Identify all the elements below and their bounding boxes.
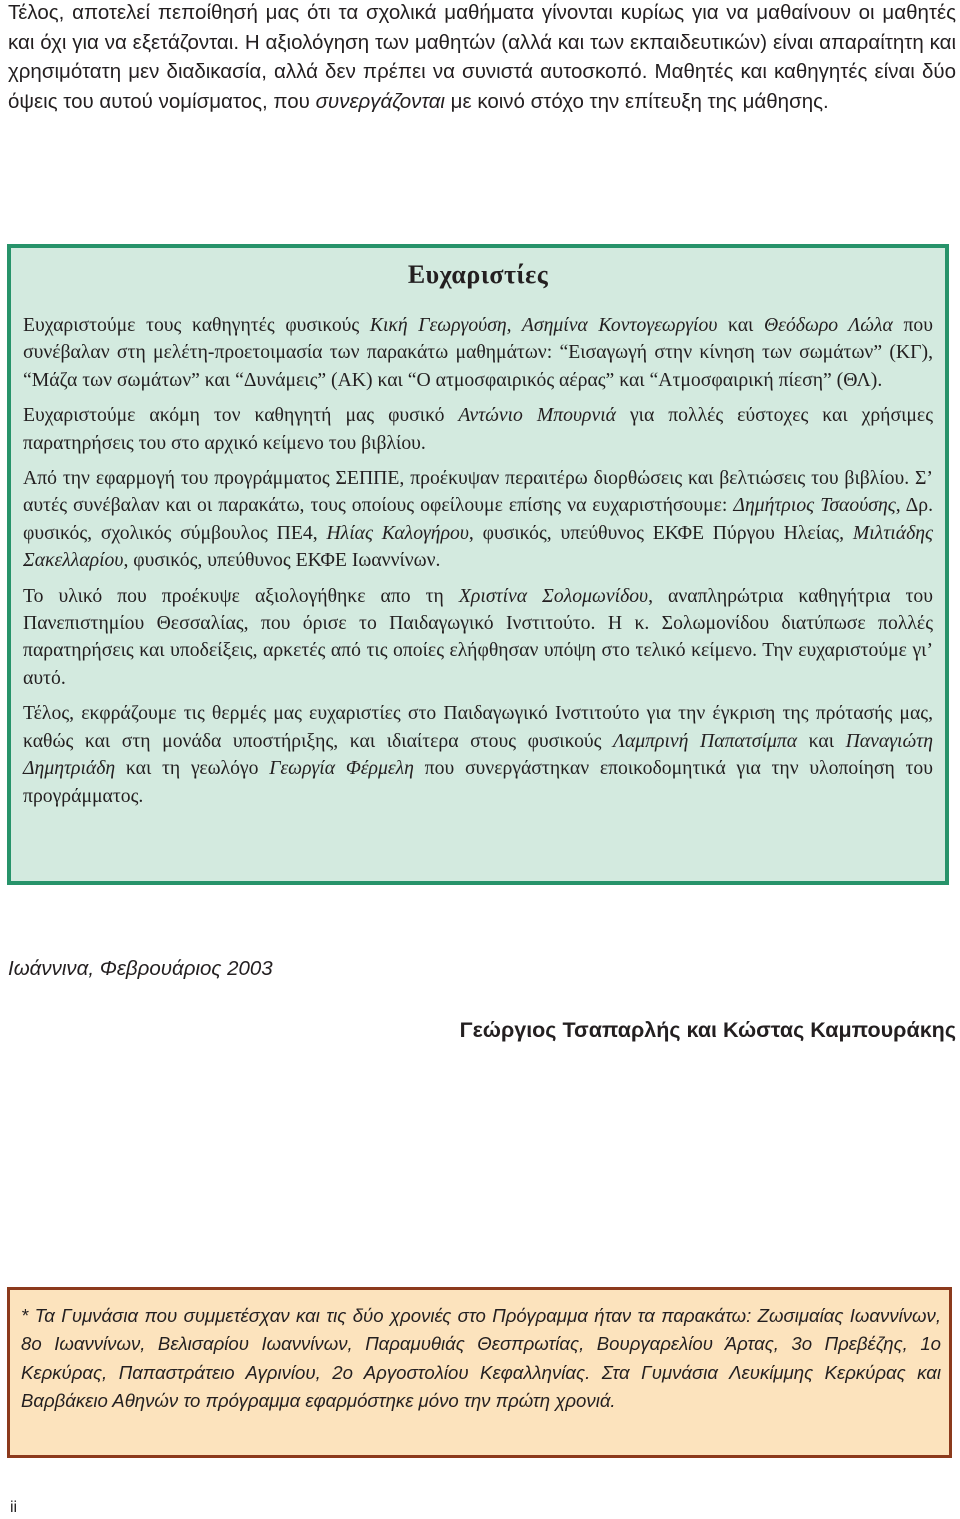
ack-paragraph-4: Το υλικό που προέκυψε αξιολογήθηκε απο τη Χριστίνα Σολομωνίδου, αναπληρώτρια καθηγήτρια του Πανεπιστημίου Θεσσαλίας, που όρισε το Παιδαγωγικό Ινστιτούτο. Η κ. Σολωμονίδου διατύπωσε πολλές παρατηρήσεις και υποδείξεις, αρκετές από τις οποίες ελήφθησαν υπόψη στο τελικό κείμενο. Την ευχαριστούμε γι’ αυτό. bbox=[23, 584, 934, 689]
ack-paragraph-2: Ευχαριστούμε ακόμη τον καθηγητή μας φυσικό Αντώνιο Μπουρνιά για πολλές εύστοχες και χρήσιμες παρατηρήσεις του στο αρχικό κείμενο του βιβλίου. bbox=[23, 404, 933, 454]
ack-paragraph-1: Ευχαριστούμε τους καθηγητές φυσικούς Κική Γεωργούση, Ασημίνα Κοντογεωργίου και Θεόδωρο Λώλα που συνέβαλαν στη μελέτη-προετοιμασία των παρακάτω μαθημάτων: “Εισαγωγή στην κίνηση των σωμάτων” (ΚΓ), “Μάζα των σωμάτων” και “Δυνάμεις” (ΑΚ) και “Ο ατμοσφαιρικός αέρας” και “Ατμοσφαιρική πίεση” (ΘΛ). bbox=[23, 314, 934, 391]
place-date: Ιωάννινα, Φεβρουάριος 2003 bbox=[8, 957, 273, 980]
acknowledgements-box bbox=[7, 244, 949, 885]
ack-paragraph-5: Τέλος, εκφράζουμε τις θερμές μας ευχαριστίες στο Παιδαγωγικό Ινστιτούτο για την έγκριση της πρότασής μας, καθώς και στη μονάδα υποστήριξης, και ιδιαίτερα στους φυσικούς Λαμπρινή Παπατσίμπα και Παναγιώτη Δημητριάδη και τη γεωλόγο Γεωργία Φέρμελη που συνεργάστηκαν εποικοδομητικά για την υλοποίηση του προγράμματος. bbox=[23, 702, 934, 807]
footnote-text: * Τα Γυμνάσια που συμμετέσχαν και τις δύο χρονιές στο Πρόγραμμα ήταν τα παρακάτω: Ζωσιμαίας Ιωαννίνων, 8ο Ιωαννίνων, Βελισαρίου Ιωαννίνων, Παραμυθιάς Θεσπρωτίας, Βουργαρελίου Άρτας, 3ο Πρεβέζης, 1ο Κερκύρας, Παπαστράτειο Αγρινίου, 2ο Αργοστολίου Κεφαλληνίας. Στα Γυμνάσια Λευκίμμης Κερκύρας και Βαρβάκειο Αθηνών το πρόγραμμα εφαρμόστηκε μόνο την πρώτη χρονιά. bbox=[21, 1305, 941, 1412]
footnote-box bbox=[7, 1287, 952, 1458]
page-number: ii bbox=[10, 1499, 18, 1516]
acknowledgements-title: Ευχαριστίες bbox=[407, 260, 549, 289]
intro-paragraph: Τέλος, αποτελεί πεποίθησή μας ότι τα σχολικά μαθήματα γίνονται κυρίως για να μαθαίνουν οι μαθητές και όχι για να εξετάζονται. Η αξιολόγηση των μαθητών (αλλά και των εκπαιδευτικών) είναι απαραίτητη και χρησιμότατη μεν διαδικασία, αλλά δεν πρέπει να συνιστά αυτοσκοπό. Μαθητές και καθηγητές είναι δύο όψεις του αυτού νομίσματος, που συνεργάζονται με κοινό στόχο την επίτευξη της μάθησης. bbox=[8, 1, 956, 113]
authors-signature: Γεώργιος Τσαπαρλής και Κώστας Καμπουράκης bbox=[459, 1018, 956, 1042]
emphasis-text: συνεργάζονται bbox=[315, 89, 445, 113]
ack-paragraph-3: Από την εφαρμογή του προγράμματος ΣΕΠΠΕ, προέκυψαν περαιτέρω διορθώσεις και βελτιώσεις του βιβλίου. Σ’ αυτές συνέβαλαν και οι παρακάτω, τους οποίους οφείλουμε επίσης να ευχαριστήσουμε: Δημήτριος Τσαούσης, Δρ. φυσικός, σχολικός σύμβουλος ΠΕ4, Ηλίας Καλογήρου, φυσικός, υπεύθυνος ΕΚΦΕ Πύργου Ηλείας, Μιλτιάδης Σακελλαρίου, φυσικός, υπεύθυνος ΕΚΦΕ Ιωαννίνων. bbox=[23, 467, 934, 572]
